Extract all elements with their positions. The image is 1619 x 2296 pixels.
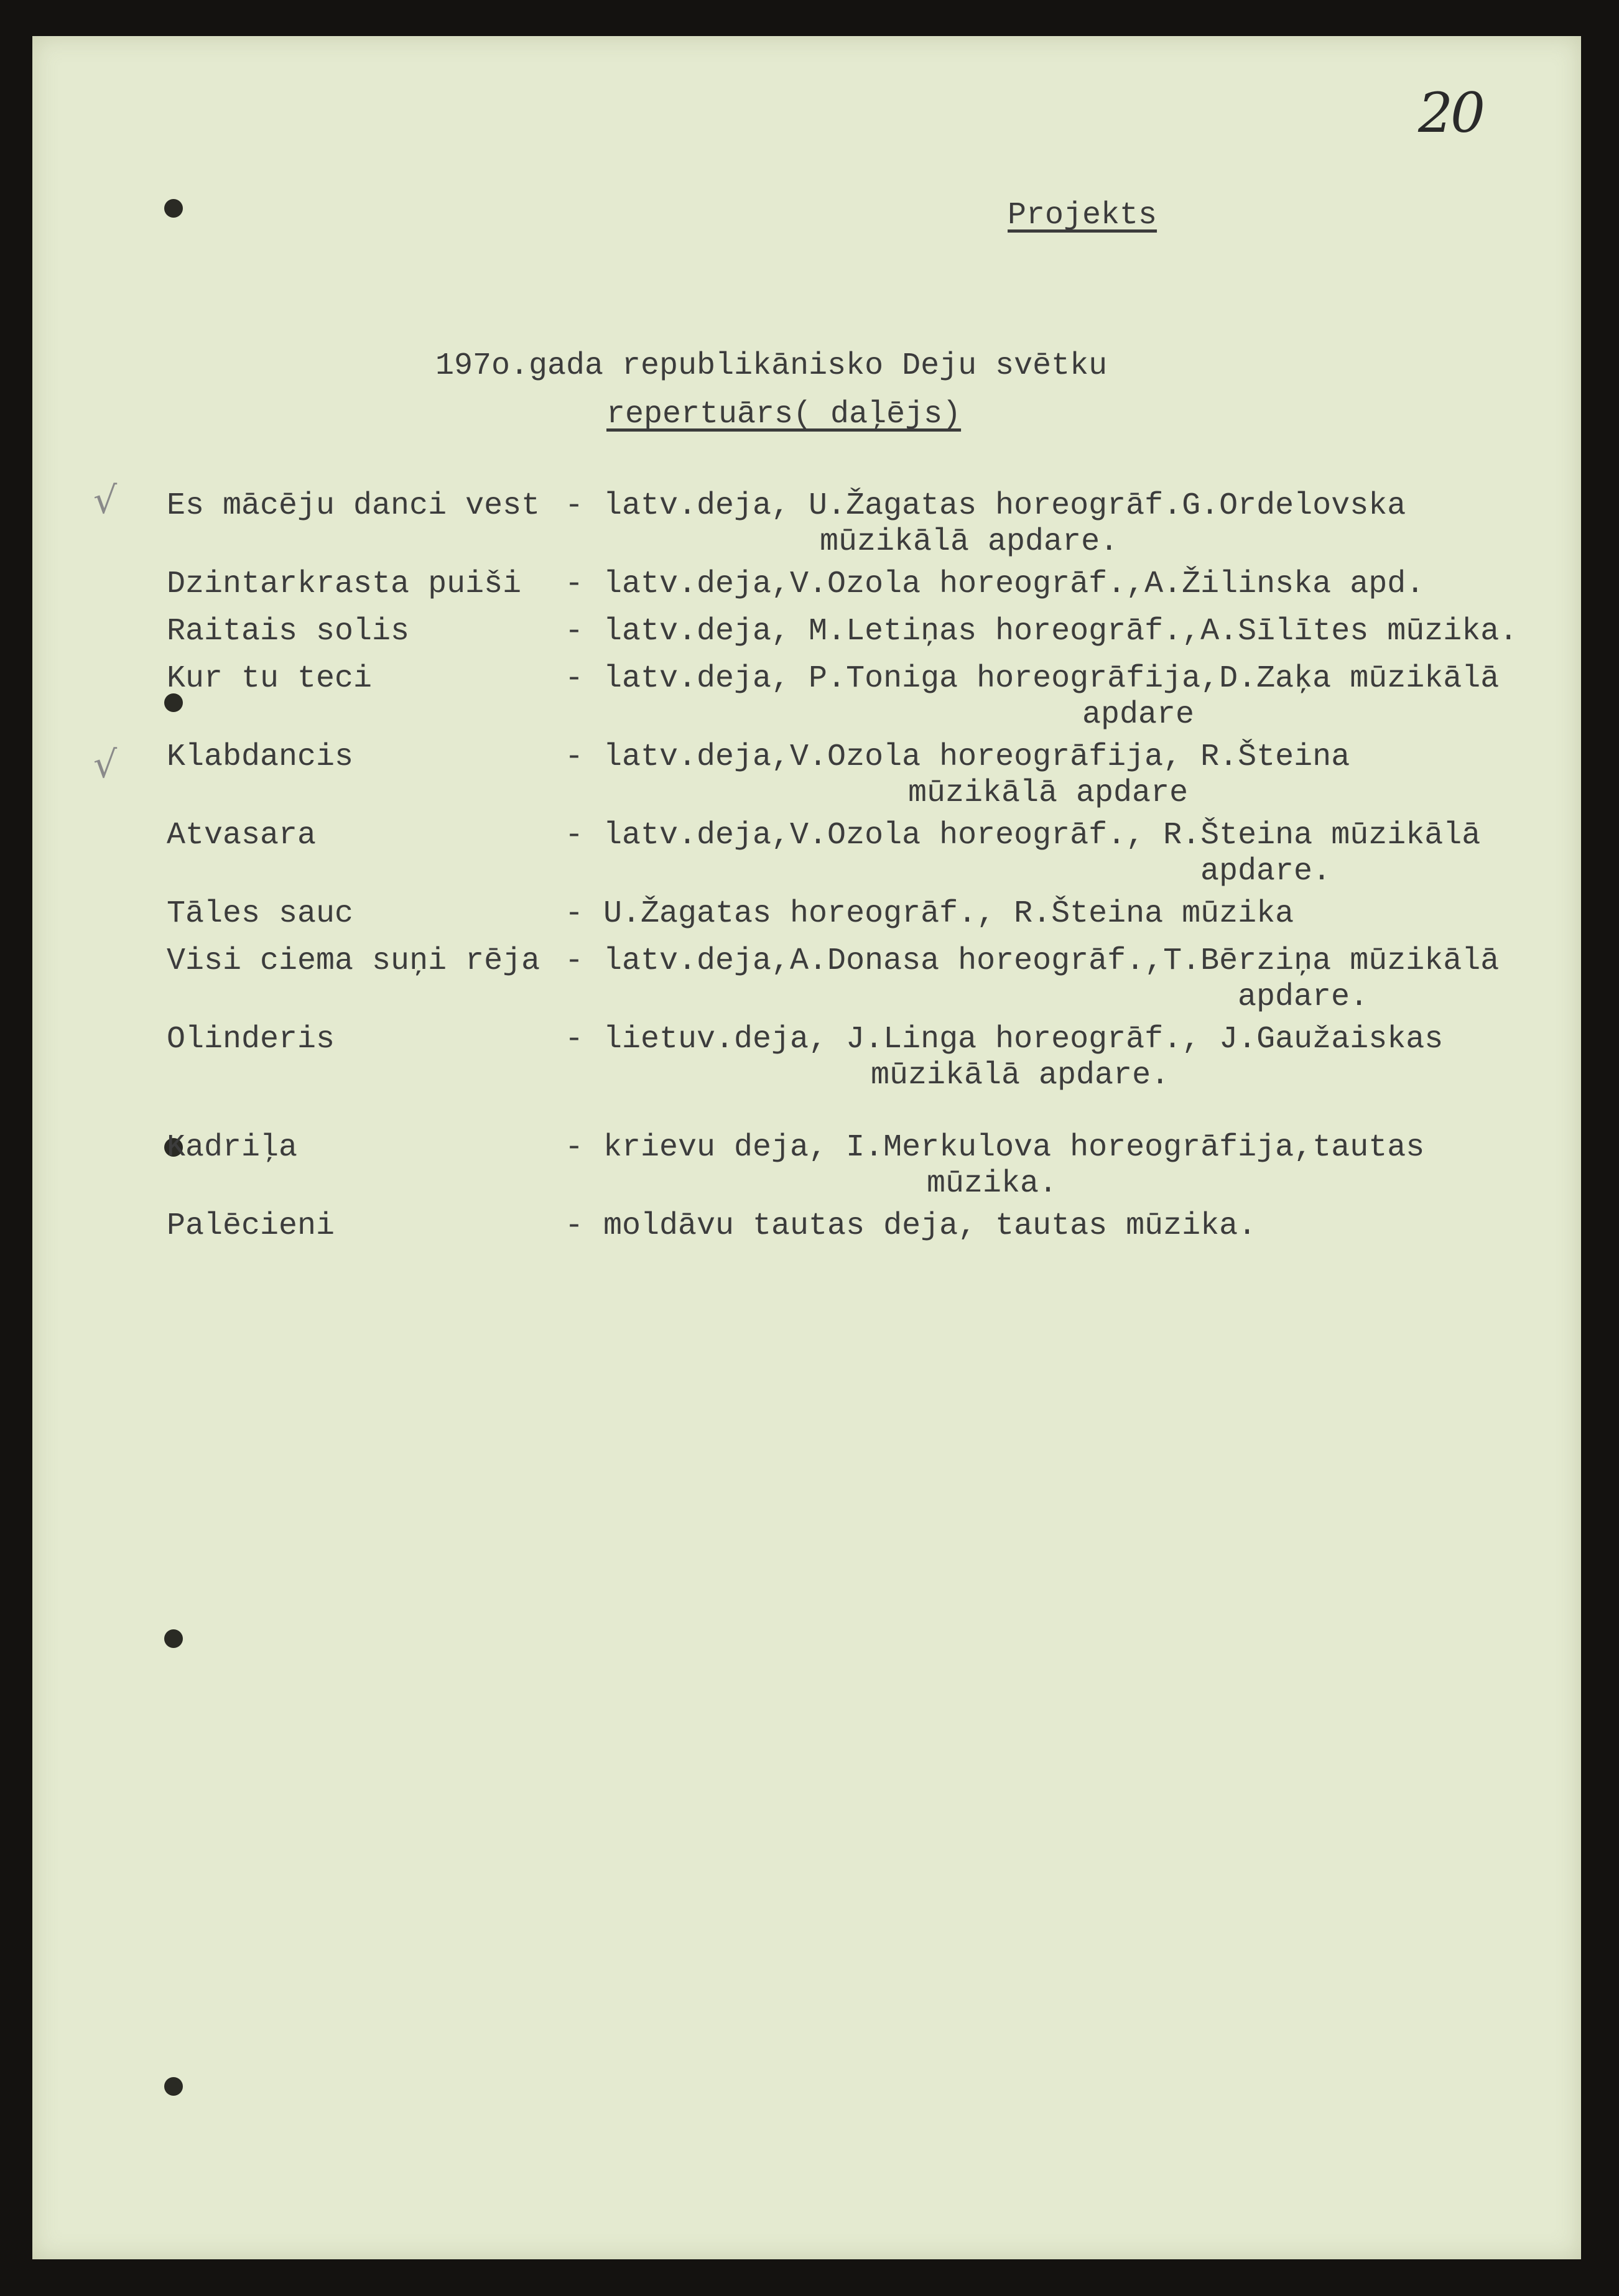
list-item [167, 1022, 1560, 1130]
description-line: krievu deja, I.Merkulova horeogrāfija,tautas [603, 1130, 1425, 1165]
dash: - [565, 739, 584, 775]
dash: - [565, 661, 584, 697]
description-line: mūzikālā apdare [908, 775, 1189, 811]
dance-description [603, 1022, 1560, 1130]
list-item [167, 488, 1560, 567]
repertoire-list [167, 488, 1560, 1256]
list-item [167, 567, 1560, 614]
dance-description [603, 896, 1560, 943]
list-item [167, 614, 1560, 661]
dance-title: Klabdancis [167, 739, 354, 775]
check-mark: √ [93, 743, 118, 787]
dance-title: Es mācēju danci vest [167, 488, 540, 524]
dash: - [565, 1022, 584, 1057]
document-subtitle: repertuārs( daļējs) [606, 397, 962, 432]
dash: - [565, 1130, 584, 1165]
punch-hole [164, 1629, 183, 1648]
dance-title: Dzintarkrasta puiši [167, 567, 522, 602]
dance-title: Tāles sauc [167, 896, 354, 932]
document-title: 197o.gada republikānisko Deju svētku [435, 348, 1108, 384]
description-line: latv.deja,V.Ozola horeogrāfija, R.Šteina [603, 739, 1350, 775]
dance-description [603, 739, 1560, 818]
dance-description [603, 943, 1560, 1022]
description-line: mūzikālā apdare. [871, 1058, 1170, 1093]
dance-title: Kur tu teci [167, 661, 373, 697]
page-number: 20 [1418, 81, 1483, 145]
dance-title: Raitais solis [167, 614, 410, 649]
dash: - [565, 943, 584, 979]
description-line: latv.deja, M.Letiņas horeogrāf.,A.Sīlītes mūzika. [603, 614, 1518, 649]
dance-title: Palēcieni [167, 1208, 335, 1244]
dance-title: Visi ciema suņi rēja [167, 943, 540, 979]
description-line: lietuv.deja, J.Linga horeogrāf., J.Gaužaiskas [603, 1022, 1444, 1057]
punch-hole [164, 199, 183, 218]
dance-description [603, 567, 1560, 614]
dance-description [603, 614, 1560, 661]
check-mark: √ [93, 479, 118, 522]
description-line: latv.deja,V.Ozola horeogrāf., R.Šteina mūzikālā [603, 818, 1481, 853]
description-line: mūzikālā apdare. [820, 524, 1119, 560]
dance-description [603, 1208, 1560, 1256]
list-item [167, 818, 1560, 896]
list-item [167, 661, 1560, 739]
list-item [167, 1130, 1560, 1208]
dash: - [565, 614, 584, 649]
list-item [167, 896, 1560, 943]
punch-hole [164, 2077, 183, 2096]
list-item [167, 739, 1560, 818]
dash: - [565, 1208, 584, 1244]
description-line: mūzika. [927, 1166, 1058, 1201]
description-line: apdare [1082, 697, 1195, 733]
dash: - [565, 896, 584, 932]
document-label: Projekts [1008, 198, 1157, 233]
list-item [167, 943, 1560, 1022]
dash: - [565, 488, 584, 524]
description-line: latv.deja,A.Donasa horeogrāf.,T.Bērziņa mūzikālā [603, 943, 1500, 979]
dance-title: Kadriļa [167, 1130, 298, 1165]
dance-description [603, 1130, 1560, 1208]
dance-title: Olinderis [167, 1022, 335, 1057]
dance-description [603, 818, 1560, 896]
list-item [167, 1208, 1560, 1256]
description-line: latv.deja, P.Toniga horeogrāfija,D.Zaķa mūzikālā [603, 661, 1500, 697]
description-line: latv.deja,V.Ozola horeogrāf.,A.Žilinska apd. [603, 567, 1425, 602]
description-line: apdare. [1238, 979, 1369, 1015]
dash: - [565, 818, 584, 853]
description-line: latv.deja, U.Žagatas horeogrāf.G.Ordelovska [603, 488, 1406, 524]
dash: - [565, 567, 584, 602]
dance-description [603, 661, 1560, 739]
description-line: U.Žagatas horeogrāf., R.Šteina mūzika [603, 896, 1294, 932]
dance-title: Atvasara [167, 818, 317, 853]
description-line: apdare. [1200, 854, 1332, 889]
dance-description [603, 488, 1560, 567]
description-line: moldāvu tautas deja, tautas mūzika. [603, 1208, 1257, 1244]
